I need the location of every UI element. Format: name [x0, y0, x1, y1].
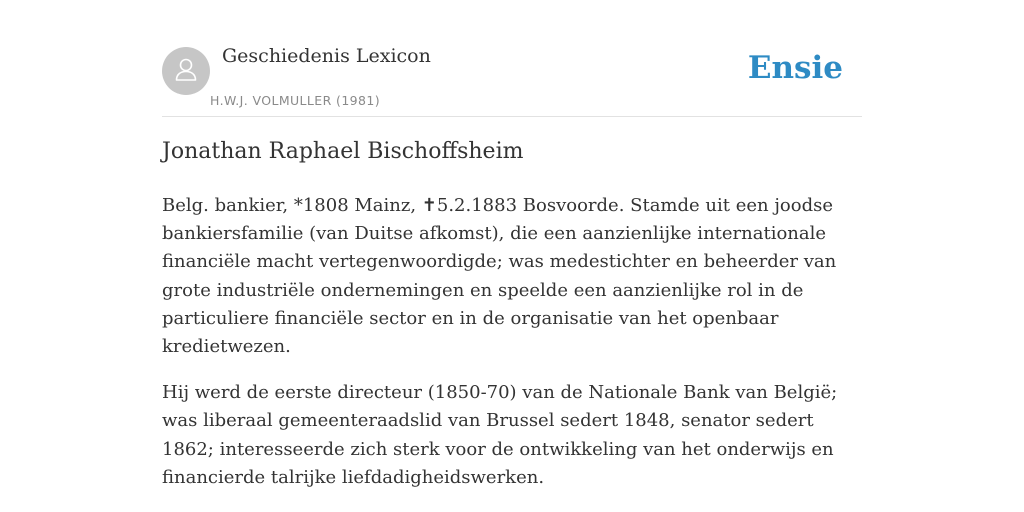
page-title: Jonathan Raphael Bischoffsheim: [162, 139, 524, 164]
entry-body: [162, 192, 862, 510]
source-title[interactable]: Geschiedenis Lexicon: [222, 45, 431, 67]
user-icon: [172, 55, 200, 88]
author-credit: H.W.J. VOLMULLER (1981): [210, 93, 381, 108]
body-paragraph: Hij werd de eerste directeur (1850-70) van de Nationale Bank van België; was liberaal gemeenteraadslid van Brussel sedert 1848, senator sedert 1862; interesseerde zich sterk voor de ontwikkeling van het onderwijs en financierde talrijke liefdadigheidswerken.: [162, 382, 838, 488]
header: [162, 0, 862, 117]
page: [162, 0, 862, 488]
avatar[interactable]: [162, 47, 210, 95]
brand-logo[interactable]: Ensie: [747, 50, 843, 86]
body-paragraph: Belg. bankier, *1808 Mainz, ✝5.2.1883 Bosvoorde. Stamde uit een joodse bankiersfamilie (van Duitse afkomst), die een aanzienlijke internationale financiële macht vertegenwoordigde; was medestichter en beheerder van grote industriële ondernemingen en speelde een aanzienlijke rol in de particuliere financiële sector en in de organisatie van het openbaar kredietwezen.: [162, 195, 837, 358]
